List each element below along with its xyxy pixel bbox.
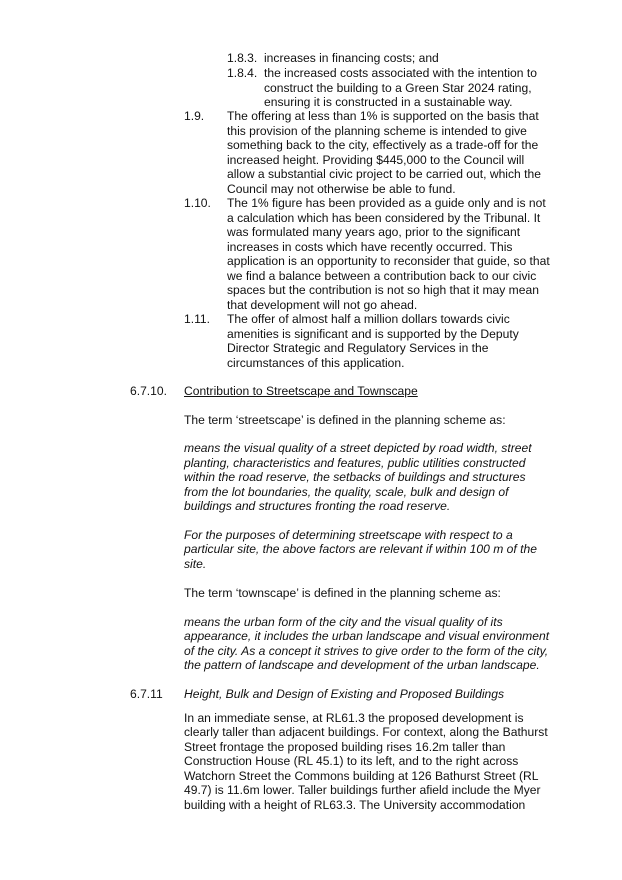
definition-line: from the lot boundaries, the quality, scale, bulk and design of	[184, 485, 509, 499]
definition-line: of the city. As a concept it strives to give order to the form of the city,	[184, 644, 549, 658]
definition-line: For the purposes of determining streetscape with respect to a	[184, 528, 513, 542]
paragraph-line: 49.7) is 11.6m lower. Taller buildings further afield include the Myer	[184, 783, 541, 797]
paragraph-line: Watchorn Street the Commons building at 126 Bathurst Street (RL	[184, 769, 539, 783]
item-line: this provision of the planning scheme is intended to give	[227, 124, 527, 138]
item-line: spaces but the contribution is not so high that it may mean	[227, 283, 539, 297]
definition-line: particular site, the above factors are relevant if within 100 m of the	[184, 542, 537, 556]
definition-line: the pattern of landscape and development of the urban landscape.	[184, 658, 540, 672]
item-number: 1.10.	[184, 196, 211, 210]
paragraph: The term ‘streetscape’ is defined in the planning scheme as:	[184, 413, 506, 427]
item-number: 1.8.3.	[227, 51, 258, 65]
paragraph-line: Street frontage the proposed building rises 16.2m taller than	[184, 740, 506, 754]
item-line: increased height. Providing $445,000 to the Council will	[227, 153, 525, 167]
item-line: was formulated many years ago, prior to the significant	[227, 225, 521, 239]
definition-line: buildings and structures fronting the road reserve.	[184, 499, 451, 513]
definition-line: within the road reserve, the setbacks of buildings and structures	[184, 470, 526, 484]
paragraph-line: clearly taller than adjacent buildings. For context, along the Bathurst	[184, 725, 548, 739]
definition-line: means the visual quality of a street depicted by road width, street	[184, 441, 532, 455]
item-number: 1.9.	[184, 109, 205, 123]
item-number: 1.11.	[184, 312, 210, 326]
item-line: construct the building to a Green Star 2024 rating,	[264, 81, 532, 95]
item-line: increases in costs which have recently occurred. This	[227, 240, 513, 254]
section-heading: Height, Bulk and Design of Existing and Proposed Buildings	[184, 687, 505, 701]
definition-line: appearance, it includes the urban landscape and visual environment	[184, 629, 550, 643]
item-line: a calculation which has been considered by the Tribunal. It	[227, 211, 541, 225]
definition-line: site.	[184, 557, 207, 571]
item-line: Director Strategic and Regulatory Services in the	[227, 341, 489, 355]
section-number: 6.7.11	[130, 687, 163, 701]
item-line: something back to the city, effectively as a trade-off for the	[227, 138, 539, 152]
item-line: amenities is significant and is supported by the Deputy	[227, 327, 519, 341]
item-line: application is an opportunity to reconsider that guide, so that	[227, 254, 550, 268]
item-line: Council may not otherwise be able to fund.	[227, 182, 456, 196]
paragraph: The term ‘townscape’ is defined in the planning scheme as:	[184, 586, 501, 600]
item-line: The 1% figure has been provided as a guide only and is not	[227, 196, 546, 210]
section-number: 6.7.10.	[130, 384, 167, 398]
item-number: 1.8.4.	[227, 66, 258, 80]
item-line: we find a balance between a contribution back to our civic	[227, 269, 537, 283]
item-line: increases in financing costs; and	[264, 51, 439, 65]
paragraph-line: building with a height of RL63.3. The University accommodation	[184, 798, 526, 812]
paragraph-line: Construction House (RL 45.1) to its left, and to the right across	[184, 754, 519, 768]
definition-line: planting, characteristics and features, public utilities constructed	[184, 456, 526, 470]
item-line: The offer of almost half a million dollars towards civic	[227, 312, 510, 326]
item-line: The offering at less than 1% is supported on the basis that	[227, 109, 539, 123]
item-line: allow a substantial civic project to be carried out, which the	[227, 167, 541, 181]
item-line: that development will not go ahead.	[227, 298, 418, 312]
item-line: the increased costs associated with the intention to	[264, 66, 537, 80]
item-line: circumstances of this application.	[227, 356, 405, 370]
definition-line: means the urban form of the city and the visual quality of its	[184, 615, 503, 629]
section-heading: Contribution to Streetscape and Townscape	[184, 384, 418, 398]
paragraph-line: In an immediate sense, at RL61.3 the proposed development is	[184, 711, 524, 725]
item-line: ensuring it is constructed in a sustainable way.	[264, 95, 513, 109]
